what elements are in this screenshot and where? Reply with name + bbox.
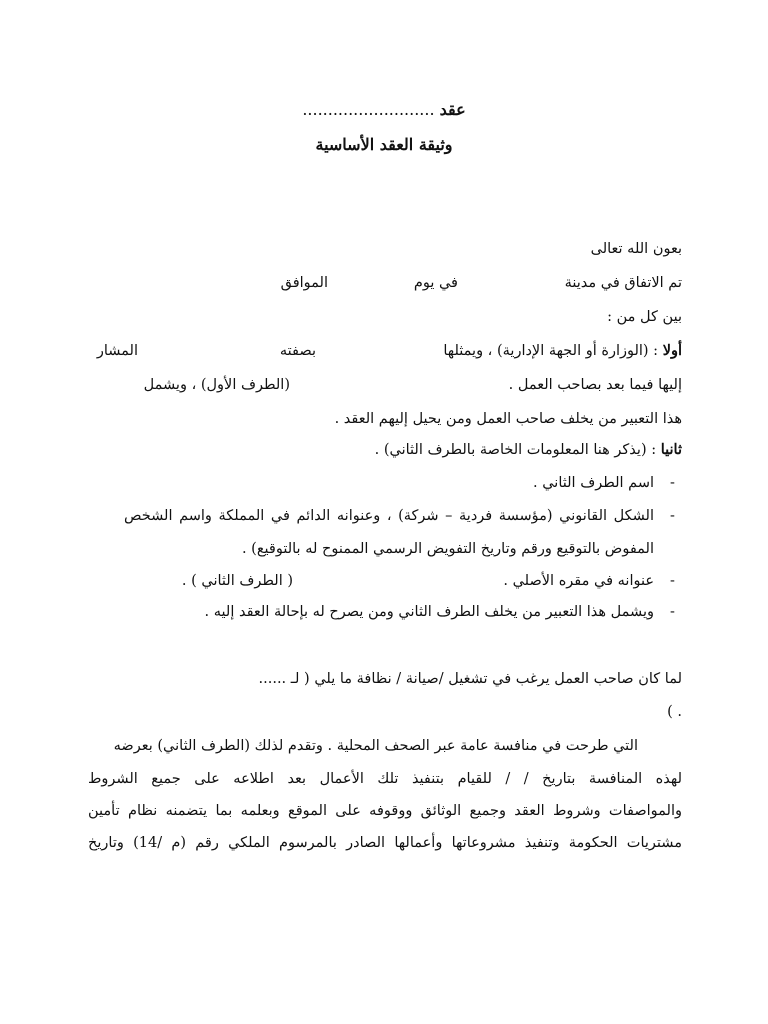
opening-line: بعون الله تعالى: [590, 241, 682, 257]
paragraph-line: التي طرحت في منافسة عامة عبر الصحف المحلية . وتقدم لذلك (الطرف الثاني) بعرضه: [113, 738, 638, 754]
first-party-referred: المشار: [96, 343, 138, 359]
agreement-day-label: في يوم: [413, 275, 458, 291]
first-party-line3: هذا التعبير من يخلف صاحب العمل ومن يحيل إليهم العقد .: [334, 411, 682, 427]
bullet-item-continuation: المفوض بالتوقيع ورقم وتاريخ التفويض الرسمي الممنوح له بالتوقيع) .: [241, 541, 654, 557]
contract-subtitle: وثيقة العقد الأساسية: [315, 135, 453, 154]
bullet-mark: -: [670, 508, 675, 524]
second-party-intro: : (يذكر هنا المعلومات الخاصة بالطرف الثاني) .: [374, 442, 657, 458]
contract-title: [0, 100, 768, 120]
contract-title-word: عقد: [439, 100, 466, 119]
bullet-item: عنوانه في مقره الأصلي .: [503, 573, 654, 589]
bullet-mark: -: [670, 604, 675, 620]
preamble-line2: . ): [667, 704, 682, 720]
bullet-item: اسم الطرف الثاني .: [533, 475, 654, 491]
bullet-mark: -: [670, 573, 675, 589]
paragraph-line: مشتريات الحكومة وتنفيذ مشروعاتها وأعمالها الصادر بالمرسوم الملكي رقم (م /14) وتاريخ: [88, 835, 682, 851]
between-line: بين كل من :: [607, 309, 682, 325]
paragraph-line: والمواصفات وشروط العقد وجميع الوثائق ووقوفه على الموقع وبعلمه بما يتضمنه نظام تأمين: [88, 803, 682, 819]
paragraph-line: لهذه المنافسة بتاريخ / / للقيام بتنفيذ تلك الأعمال بعد اطلاعه على جميع الشروط: [88, 771, 682, 787]
first-party-line2-b: (الطرف الأول) ، ويشمل: [143, 377, 290, 393]
agreement-city-label: تم الاتفاق في مدينة: [564, 275, 682, 291]
agreement-corresponding-label: الموافق: [280, 275, 328, 291]
bullet-item: الشكل القانوني (مؤسسة فردية – شركة) ، وعنوانه الدائم في المملكة واسم الشخص: [124, 508, 654, 524]
preamble-line1: لما كان صاحب العمل يرغب في تشغيل /صيانة / نظافة ما يلي ( لـ ......: [258, 671, 682, 687]
bullet-item: ويشمل هذا التعبير من يخلف الطرف الثاني ومن يصرح له بإحالة العقد إليه .: [204, 604, 654, 620]
first-party-capacity: بصفته: [279, 343, 316, 359]
second-party-label: ثانيا: [660, 441, 682, 458]
first-party-line2-a: إليها فيما بعد بصاحب العمل .: [508, 377, 682, 393]
bullet-item-tail: ( الطرف الثاني ) .: [181, 573, 293, 589]
contract-title-dots: ..........................: [302, 100, 435, 119]
second-party-line: [375, 440, 682, 460]
first-party-line: [443, 341, 682, 361]
bullet-mark: -: [670, 475, 675, 491]
first-party-description: : (الوزارة أو الجهة الإدارية) ، ويمثلها: [443, 343, 659, 359]
first-party-label: أولا: [662, 342, 682, 359]
